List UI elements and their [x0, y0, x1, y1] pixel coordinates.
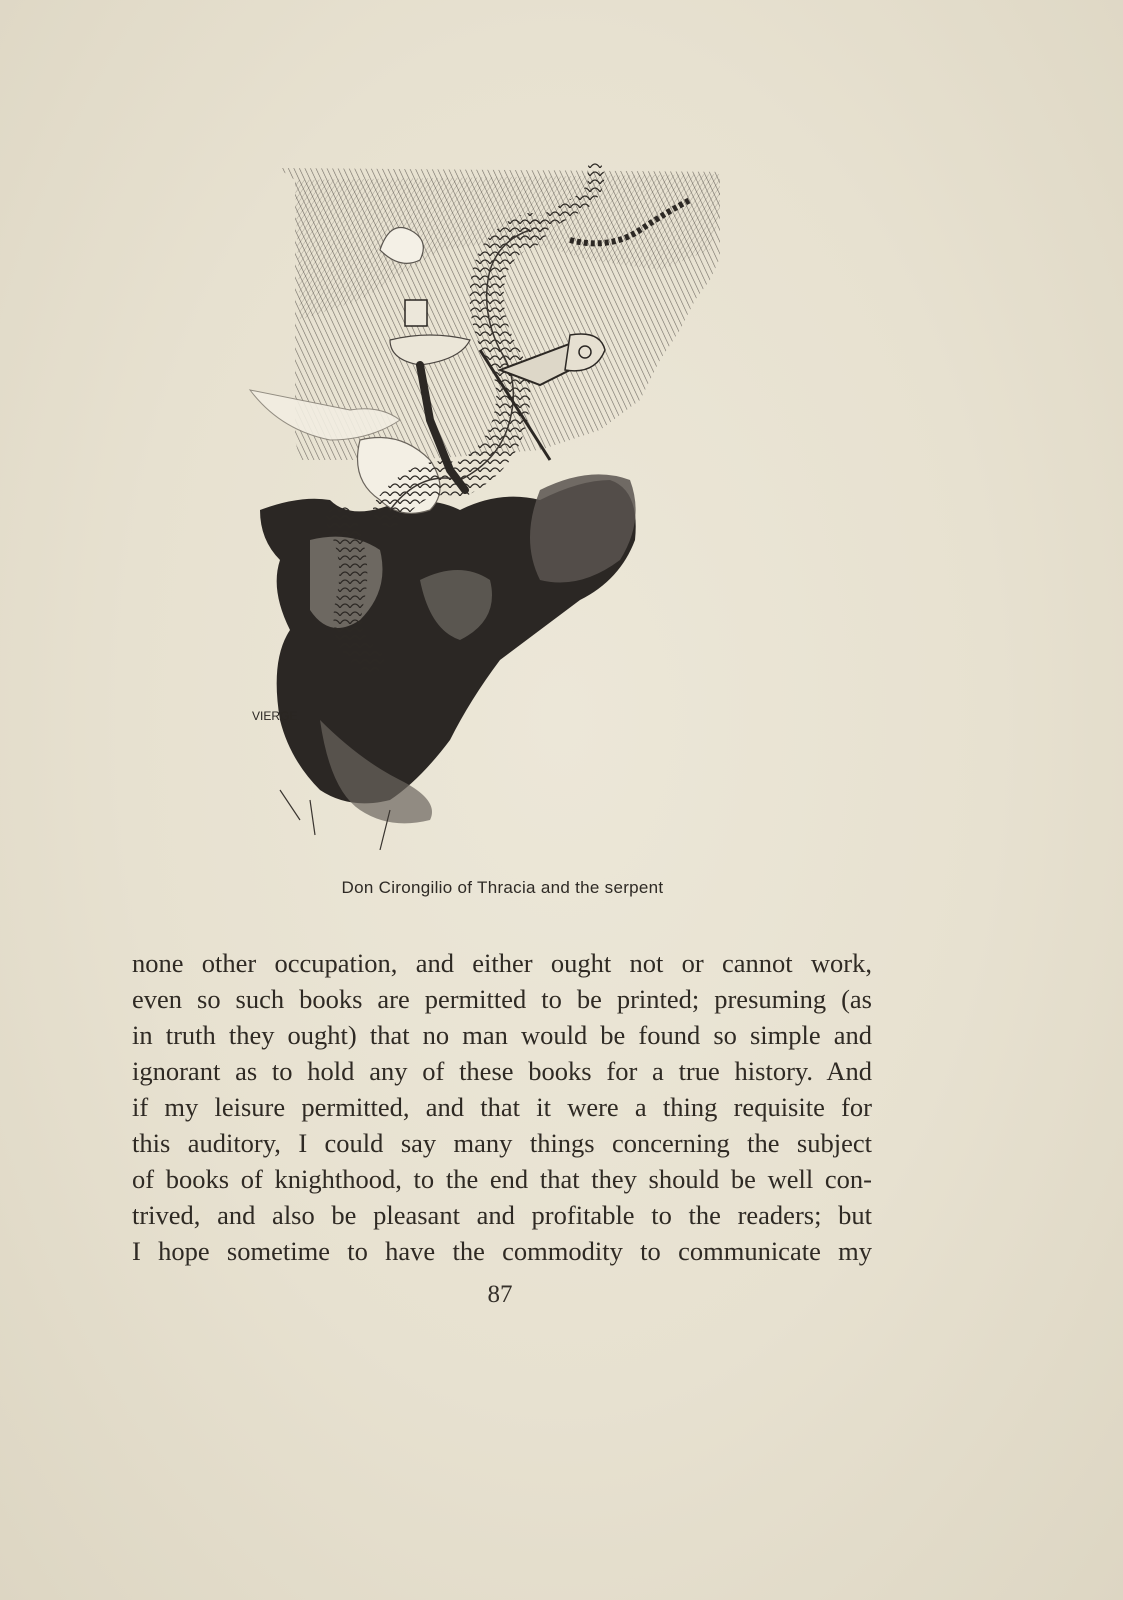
- text-line: ignorant as to hold any of these books for a true history. And: [132, 1056, 872, 1086]
- artist-signature: VIERGE: [252, 709, 298, 723]
- text-line: of books of knighthood, to the end that they should be well con-: [132, 1164, 872, 1194]
- text-line: if my leisure permitted, and that it were a thing requisite for: [132, 1092, 872, 1122]
- text-line: even so such books are permitted to be printed; presuming (as: [132, 984, 872, 1014]
- engraving-illustration: [240, 160, 720, 850]
- body-text: [132, 945, 872, 1269]
- text-line: none other occupation, and either ought not or cannot work,: [132, 948, 872, 978]
- text-line: this auditory, I could say many things concerning the subject: [132, 1128, 872, 1158]
- text-line: in truth they ought) that no man would be found so simple and: [132, 1020, 872, 1050]
- text-line: trived, and also be pleasant and profitable to the readers; but: [132, 1200, 872, 1230]
- page-number: 87: [487, 1281, 513, 1308]
- illustration-caption: Don Cirongilio of Thracia and the serpent: [341, 878, 664, 897]
- text-line: I hope sometime to have the commodity to communicate my: [132, 1236, 872, 1266]
